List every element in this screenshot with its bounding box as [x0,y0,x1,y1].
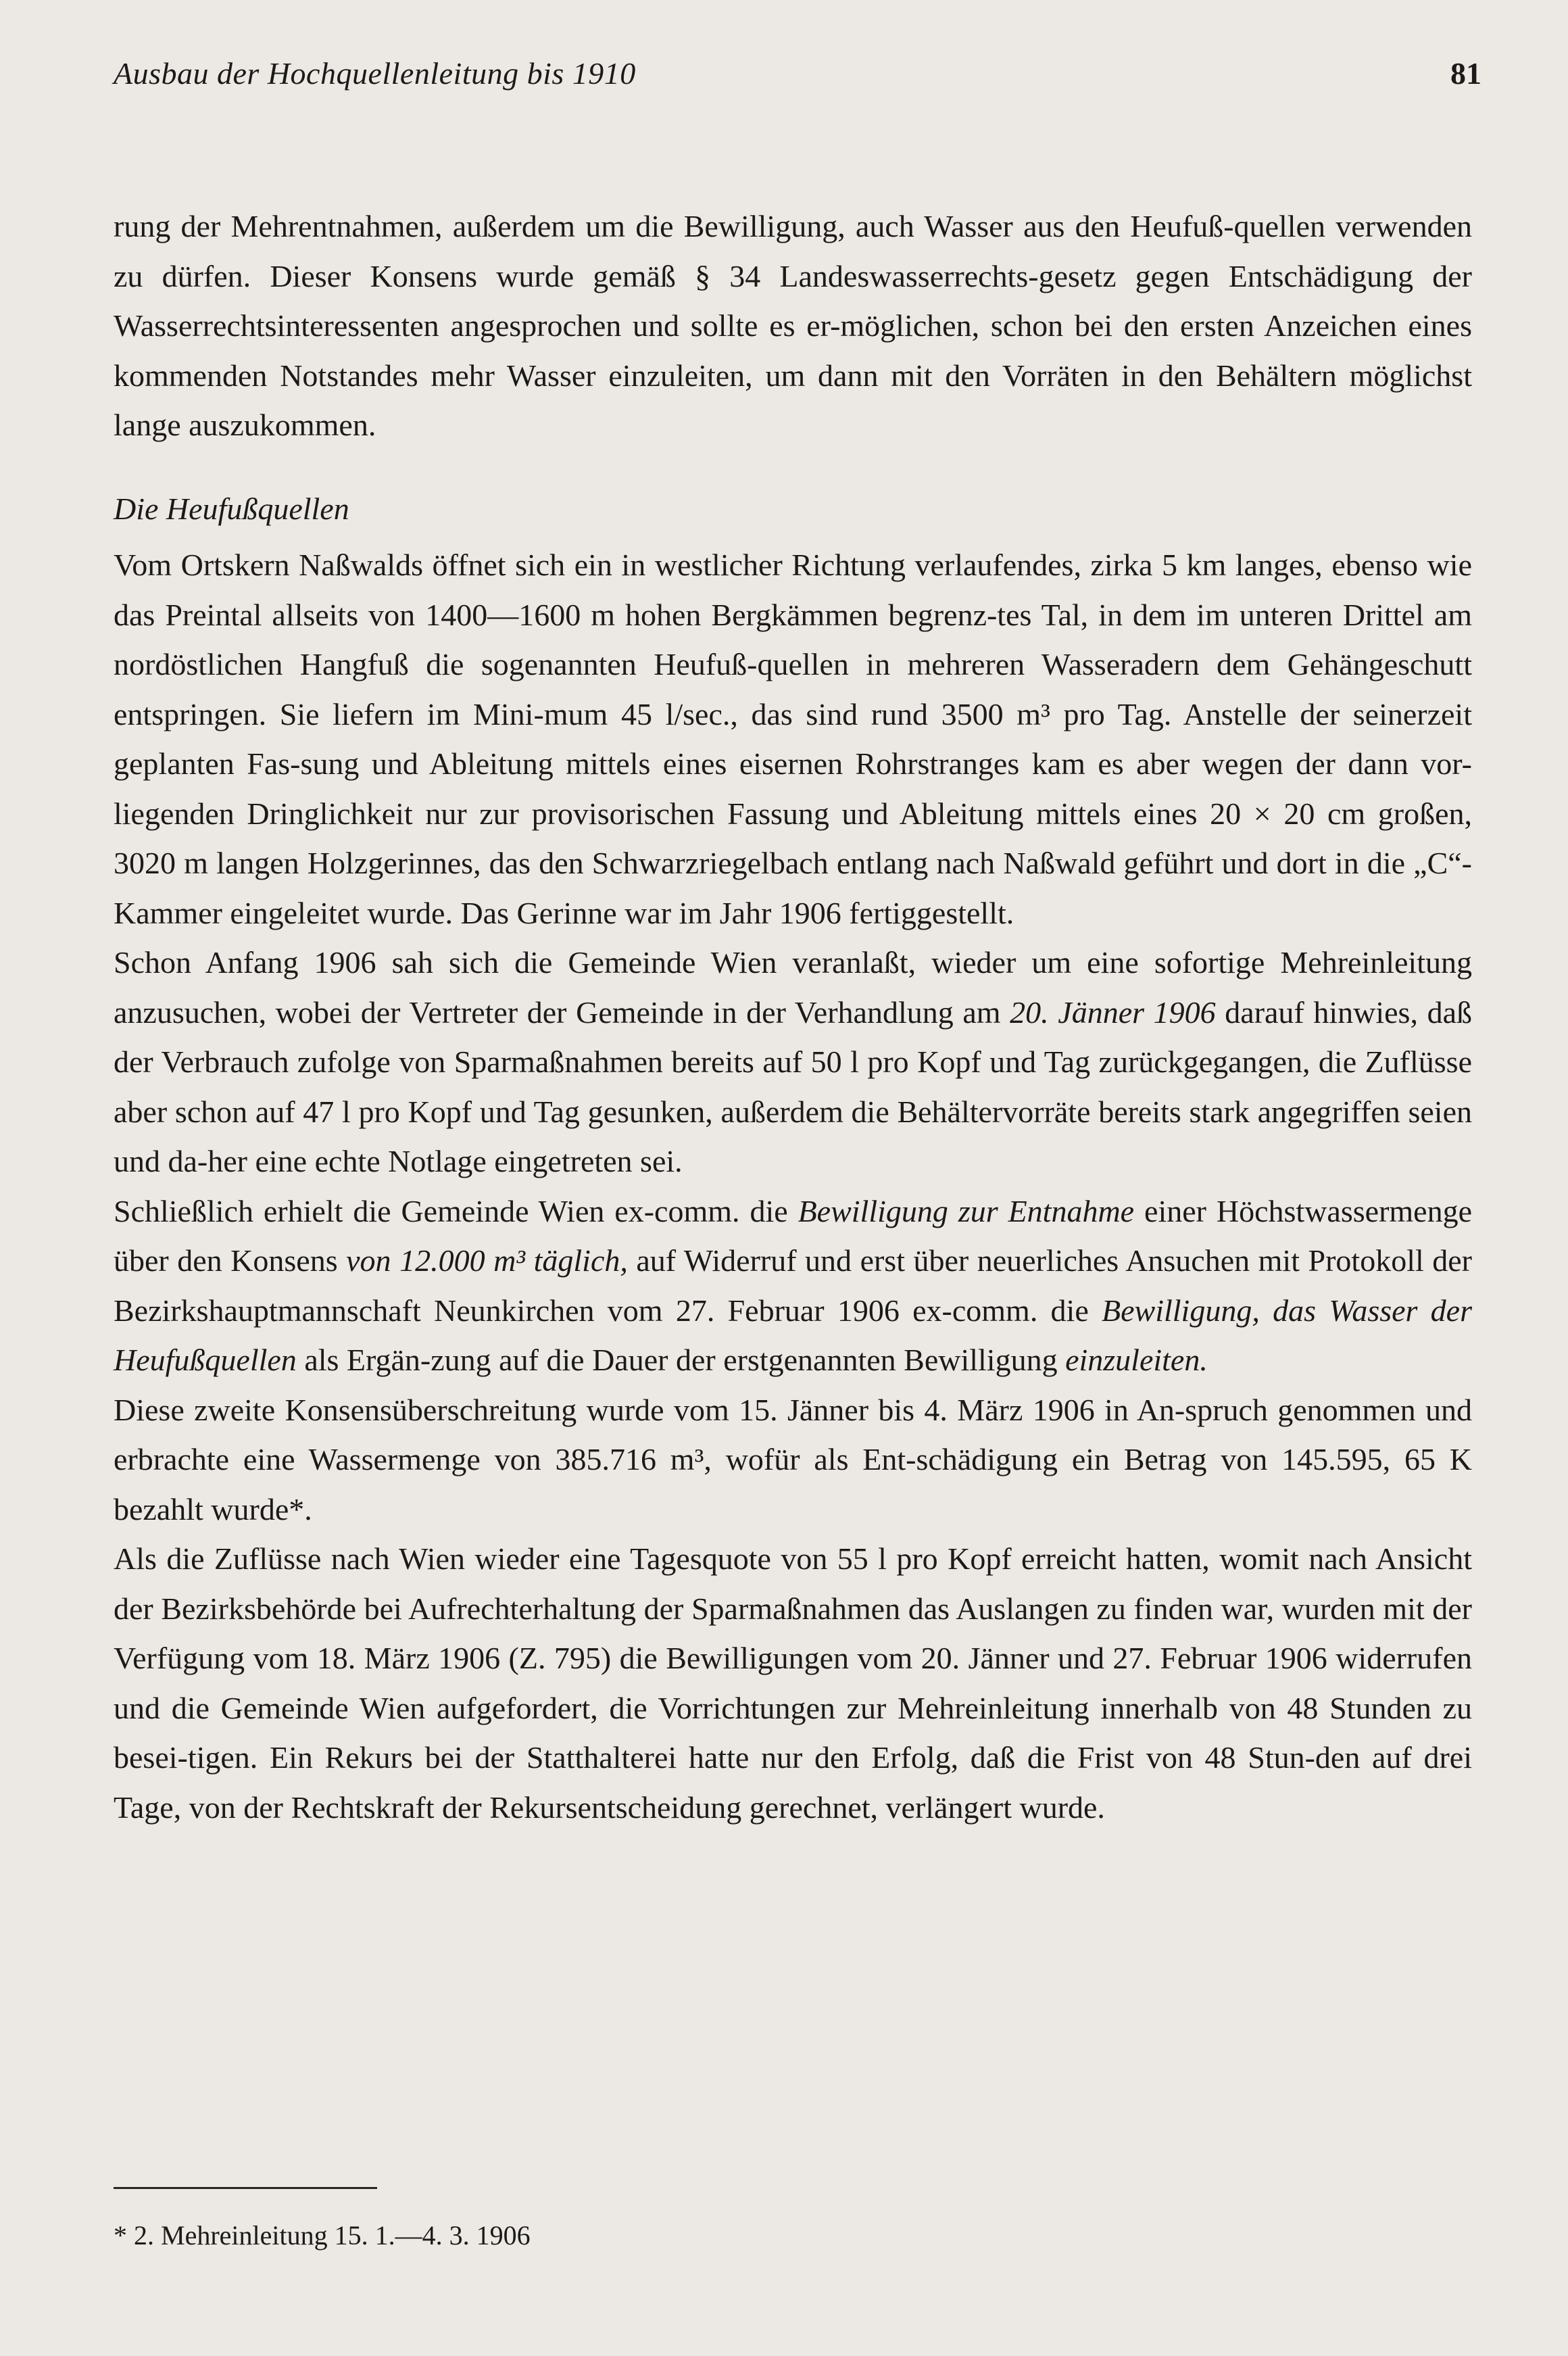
running-header [114,55,1481,104]
paragraph-1: Vom Ortskern Naßwalds öffnet sich ein in westlicher Richtung verlaufendes, zirka 5 km langes, ebenso wie das Preintal allseits von 1400—1600 m hohen Bergkämmen begrenz-tes Tal, in dem im unteren Drittel am nordöstlichen Hangfuß die sogenannten Heufuß-quellen in mehreren Wasseradern dem Gehängeschutt entspringen. Sie liefern im Mini-mum 45 l/sec., das sind rund 3500 m³ pro Tag. Anstelle der seinerzeit geplanten Fas-sung und Ableitung mittels eines eisernen Rohrstranges kam es aber wegen der dann vor-liegenden Dringlichkeit nur zur provisorischen Fassung und Ableitung mittels eines 20 × 20 cm großen, 3020 m langen Holzgerinnes, das den Schwarzriegelbach entlang nach Naßwald geführt und dort in die „C“-Kammer eingeleitet wurde. Das Gerinne war im Jahr 1906 fertiggestellt. [114,548,1472,930]
paragraph-5: Als die Zuflüsse nach Wien wieder eine Tagesquote von 55 l pro Kopf erreicht hatten, womit nach Ansicht der Bezirksbehörde bei Aufrechterhaltung der Sparmaßnahmen das Auslangen zu finden war, wurden mit der Verfügung vom 18. März 1906 (Z. 795) die Bewilligungen vom 20. Jänner und 27. Februar 1906 widerrufen und die Gemeinde Wien aufgefordert, die Vorrichtungen zur Mehreinleitung innerhalb von 48 Stunden zu besei-tigen. Ein Rekurs bei der Statthalterei hatte nur den Erfolg, daß die Frist von 48 Stun-den auf drei Tage, von der Rechtskraft der Rekursentscheidung gerechnet, verlängert wurde. [114,1541,1472,1825]
paragraph-3-text-b: einer Höchstwassermenge über den Konsens [114,1193,1473,1278]
paragraph-3-emphasis-4: einzuleiten. [1065,1343,1208,1377]
page-number: 81 [1450,56,1481,91]
intro-paragraph: rung der Mehrentnahmen, außerdem um die Bewilligung, auch Wasser aus den Heufuß-quellen verwenden zu dürfen. Dieser Konsens wurde gemäß § 34 Landeswasserrechts-gesetz gegen Entschädigung der Wasserrechtsinteressenten angesprochen und sollte es er-möglichen, schon bei den ersten Anzeichen eines kommenden Notstandes mehr Wasser einzuleiten, um dann mit den Vorräten in den Behältern möglichst lange auszukommen. [114,209,1472,442]
paragraph-3-emphasis-2: von 12.000 m³ täglich, [346,1243,628,1278]
paragraph-2 [114,938,1472,1186]
paragraph-3-text-d: als Ergän-zung auf die Dauer der erstgenannten Bewilligung [296,1343,1066,1377]
header-title: Ausbau der Hochquellenleitung bis 1910 [114,56,636,91]
footnote-divider [114,2187,377,2189]
paragraph-3-text-a: Schließlich erhielt die Gemeinde Wien ex-comm. die [114,1193,798,1228]
paragraph-2-text-a: Schon Anfang 1906 sah sich die Gemeinde Wien veranlaßt, wieder um eine sofortige Mehreinleitung anzusuchen, wobei der Vertreter der Gemeinde in der Verhandlung am [114,945,1472,1030]
paragraph-4: Diese zweite Konsensüberschreitung wurde vom 15. Jänner bis 4. März 1906 in An-spruch genommen und erbrachte eine Wassermenge von 385.716 m³, wofür als Ent-schädigung ein Betrag von 145.595, 65 K bezahlt wurde*. [114,1392,1472,1526]
paragraph-3 [114,1186,1472,1385]
paragraph-3-emphasis-3: Bewilligung, das Wasser der Heufußquellen [114,1293,1472,1377]
paragraph-2-date: 20. Jänner 1906 [1010,994,1216,1030]
paragraph-2-text-b: darauf hinwies, daß der Verbrauch zufolge von Sparmaßnahmen bereits auf 50 l pro Kopf und Tag zurückgegangen, die Zuflüsse aber schon auf 47 l pro Kopf und Tag gesunken, außerdem die Behältervorräte bereits stark angegriffen seien und da-her eine echte Notlage eingetreten sei. [114,994,1472,1178]
section-heading: Die Heufußquellen [114,491,349,526]
footnote: * 2. Mehreinleitung 15. 1.—4. 3. 1906 [114,2220,531,2251]
paragraph-3-text-c: auf Widerruf und erst über neuerliches Ansuchen mit Protokoll der Bezirkshauptmannschaft Neunkirchen vom 27. Februar 1906 ex-comm. die [114,1243,1472,1328]
main-text [114,201,1472,1832]
paragraph-3-emphasis-1: Bewilligung zur Entnahme [798,1193,1135,1228]
